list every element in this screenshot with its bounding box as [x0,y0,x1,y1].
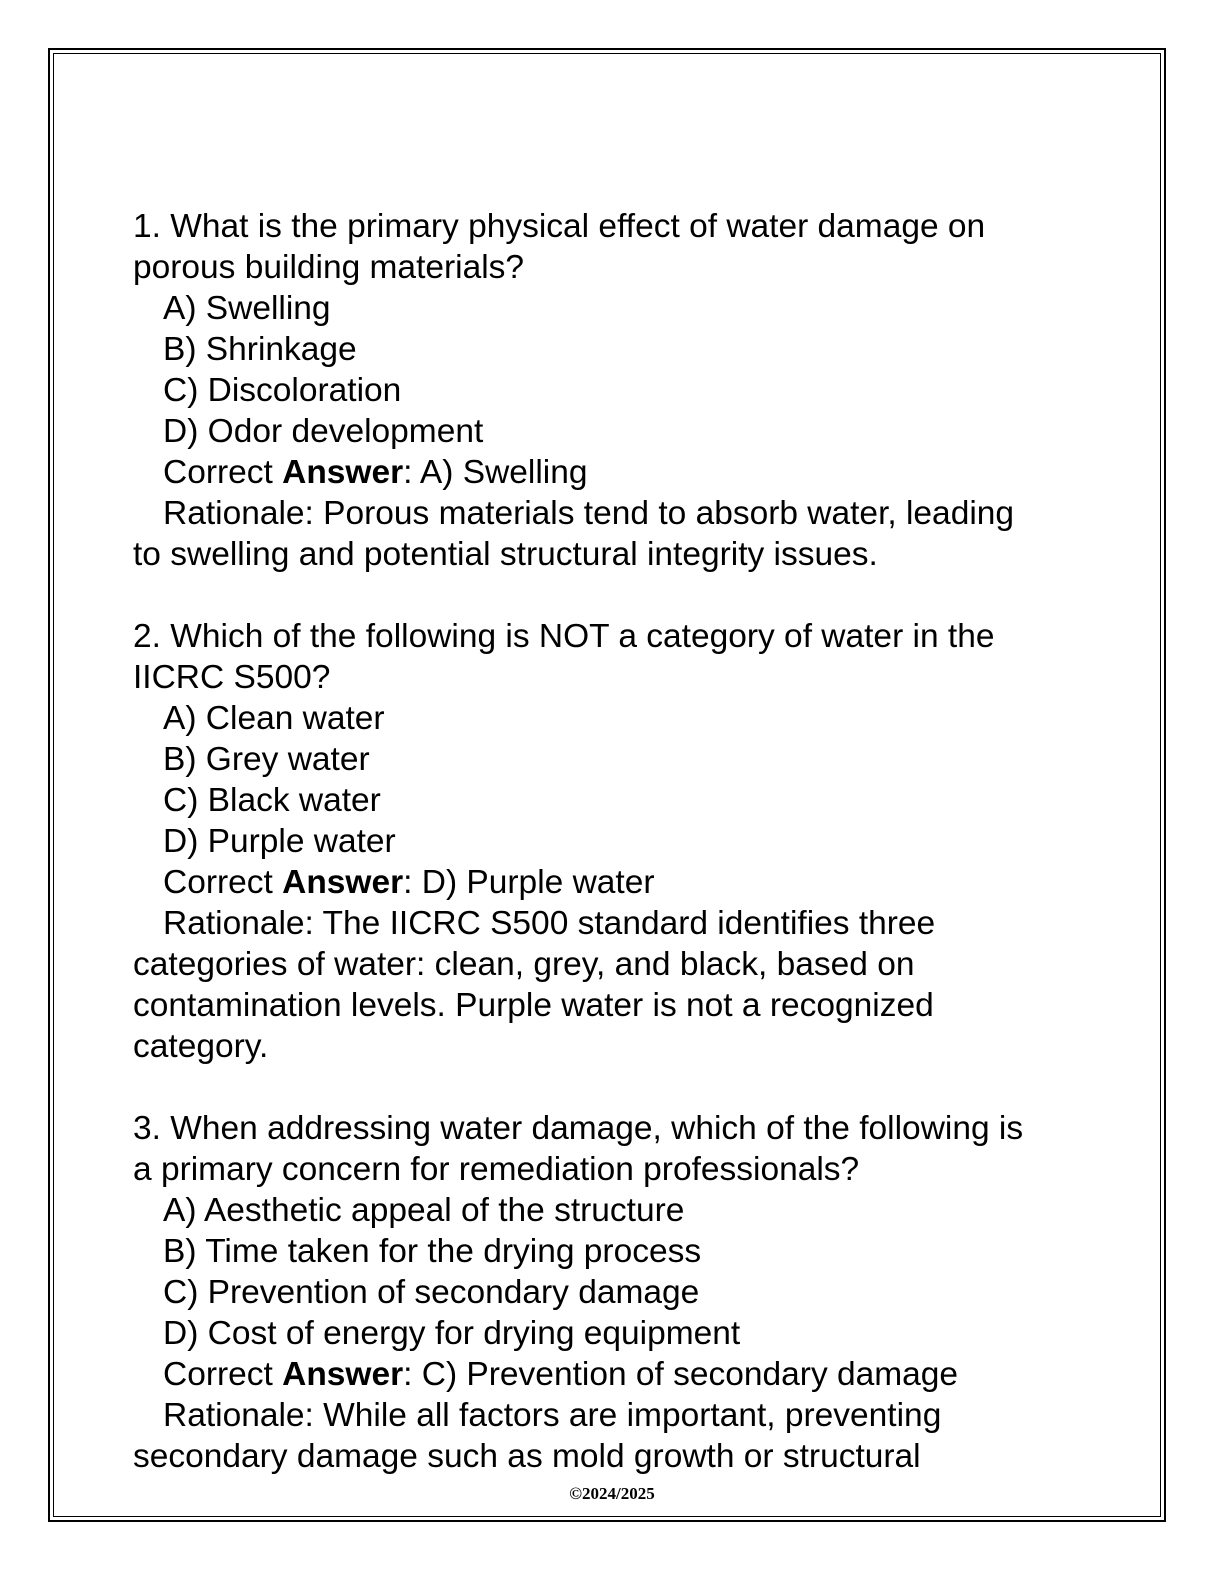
question-3-option-d: D) Cost of energy for drying equipment [163,1315,741,1352]
question-1-option-a: A) Swelling [163,290,331,327]
question-3-rationale-line-2: secondary damage such as mold growth or structural [133,1438,921,1475]
answer-keyword: Answer [282,1356,404,1393]
question-1-option-b: B) Shrinkage [163,331,357,368]
answer-value: : C) Prevention of secondary damage [403,1356,959,1393]
question-3-option-a: A) Aesthetic appeal of the structure [163,1192,685,1229]
question-2-text-line-2: IICRC S500? [133,659,331,696]
question-2-rationale-line-4: category. [133,1028,269,1065]
question-block-1 [133,206,1093,575]
document-body [133,206,1093,1518]
question-1-option-c: C) Discoloration [163,372,402,409]
answer-keyword: Answer [282,454,404,491]
question-block-2 [133,616,1093,1067]
question-2-rationale-line-2: categories of water: clean, grey, and black, based on [133,946,915,983]
question-1-rationale-line-2: to swelling and potential structural integrity issues. [133,536,878,573]
answer-value: : D) Purple water [403,864,655,901]
answer-value: : A) Swelling [403,454,588,491]
question-2-rationale-line-1: Rationale: The IICRC S500 standard identifies three [163,905,936,942]
question-1-text-line-1: 1. What is the primary physical effect of water damage on [133,208,986,245]
question-1-correct-answer [133,452,1093,493]
answer-prefix: Correct [163,454,283,491]
question-1-rationale-line-1: Rationale: Porous materials tend to absorb water, leading [163,495,1015,532]
answer-prefix: Correct [163,1356,283,1393]
question-2-option-d: D) Purple water [163,823,396,860]
question-1-text-line-2: porous building materials? [133,249,525,286]
question-2-option-b: B) Grey water [163,741,370,778]
question-3-correct-answer [133,1354,1093,1395]
answer-keyword: Answer [282,864,404,901]
copyright-footer: ©2024/2025 [569,1484,655,1503]
question-2-rationale-line-3: contamination levels. Purple water is not a recognized [133,987,934,1024]
question-3-text-line-1: 3. When addressing water damage, which of the following is [133,1110,1024,1147]
question-1-option-d: D) Odor development [163,413,484,450]
answer-prefix: Correct [163,864,283,901]
question-3-text-line-2: a primary concern for remediation professionals? [133,1151,860,1188]
question-3-option-c: C) Prevention of secondary damage [163,1274,700,1311]
question-2-text-line-1: 2. Which of the following is NOT a category of water in the [133,618,995,655]
question-2-option-c: C) Black water [163,782,381,819]
question-2-correct-answer [133,862,1093,903]
question-2-option-a: A) Clean water [163,700,385,737]
question-3-rationale-line-1: Rationale: While all factors are important, preventing [163,1397,942,1434]
question-block-3 [133,1108,1093,1477]
question-3-option-b: B) Time taken for the drying process [163,1233,702,1270]
